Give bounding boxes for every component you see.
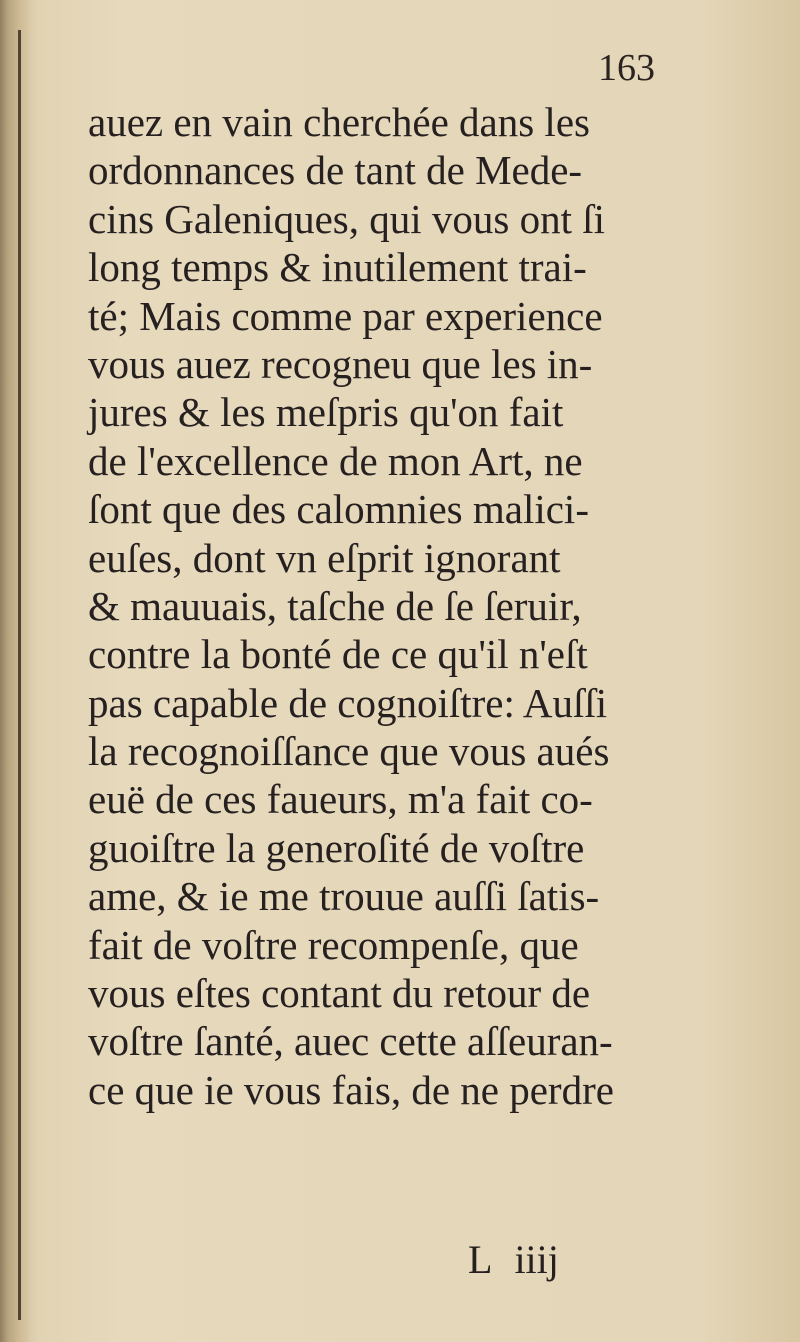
page-number: 163: [598, 47, 655, 89]
text-line: té; Mais comme par experience: [88, 292, 603, 339]
text-line: ce que ie vous fais, de ne perdre: [88, 1066, 614, 1113]
text-line: vous auez recogneu que les in-: [88, 340, 593, 387]
signature-mark: [468, 1236, 559, 1283]
text-line: vous eſtes contant du retour de: [88, 970, 591, 1017]
text-line: guoiſtre la generoſité de voſtre: [88, 824, 585, 871]
text-line: ſont que des calomnies malici-: [88, 486, 589, 533]
text-line: fait de voſtre recompenſe, que: [88, 921, 579, 968]
signature-number: iiij: [514, 1237, 559, 1282]
text-line: ordonnances de tant de Mede-: [88, 147, 583, 194]
text-line: ame, & ie me trouue auſſi ſatis-: [88, 873, 600, 920]
page-binding-shadow: [0, 0, 30, 1342]
text-line: la recognoiſſance que vous aués: [88, 728, 610, 775]
text-line: euë de ces faueurs, m'a fait co-: [88, 776, 593, 823]
text-line: pas capable de cognoiſtre: Auſſi: [88, 679, 608, 726]
text-line: de l'excellence de mon Art, ne: [88, 437, 583, 484]
margin-rule: [18, 30, 21, 1320]
text-line: auez en vain cherchée dans les: [88, 99, 590, 145]
text-line: & mauuais, taſche de ſe ſeruir,: [88, 582, 582, 629]
text-line: contre la bonté de ce qu'il n'eſt: [88, 631, 588, 678]
text-line: jures & les meſpris qu'on fait: [88, 389, 564, 436]
text-line: euſes, dont vn eſprit ignorant: [88, 534, 561, 581]
signature-letter: L: [468, 1237, 493, 1282]
text-line: cins Galeniques, qui vous ont ſi: [88, 195, 606, 242]
text-line: long temps & inutilement trai-: [88, 244, 587, 291]
text-line: voſtre ſanté, auec cette aſſeuran-: [88, 1018, 613, 1065]
body-text: [88, 98, 688, 1114]
